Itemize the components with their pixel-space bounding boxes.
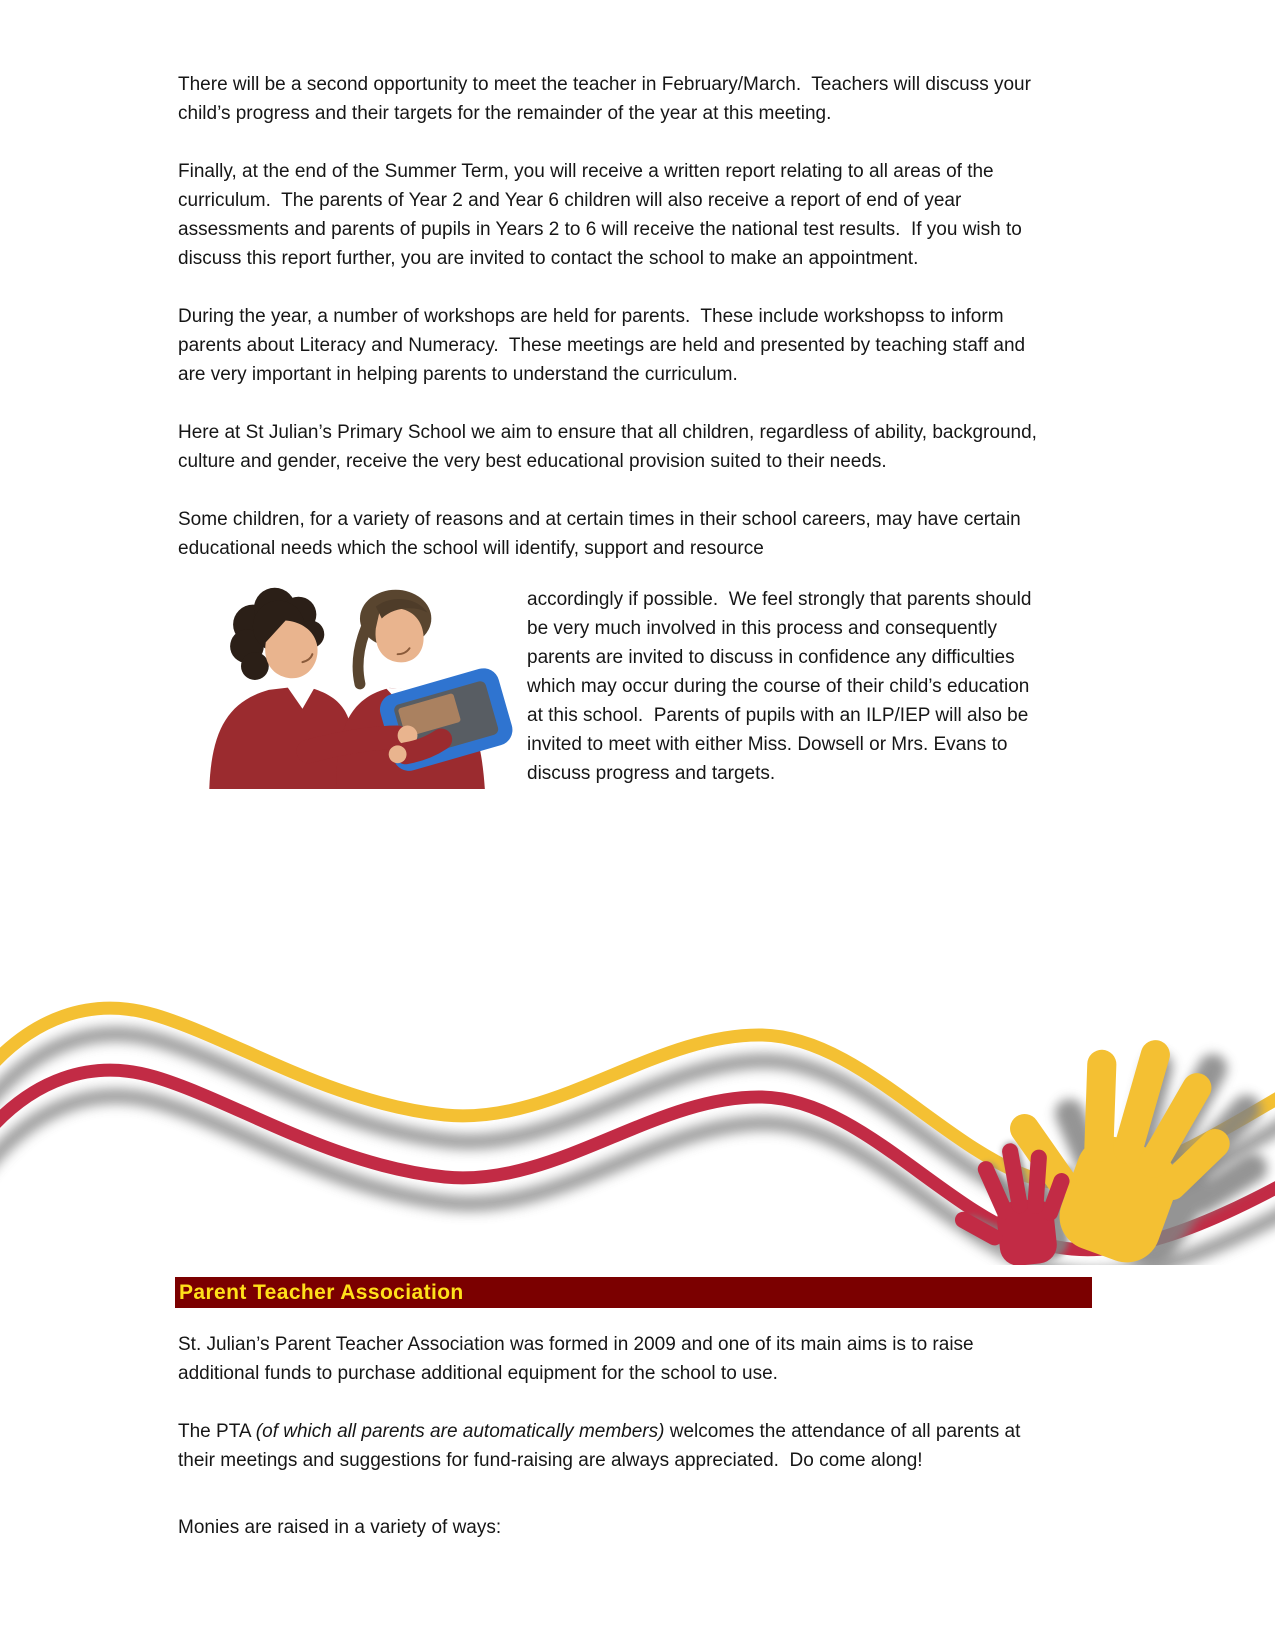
- main-text-column: [178, 70, 1044, 789]
- paragraph-meet-teacher: There will be a second opportunity to meet the teacher in February/March. Teachers will discuss your child’s progress and their targets for the remainder of the year at this meeting.: [178, 74, 1037, 124]
- pta-welcome-italic: (of which all parents are automatically members): [255, 1421, 665, 1442]
- children-photo: [190, 563, 520, 789]
- children-photo-box: [178, 563, 527, 789]
- paragraph-pta-welcome: [178, 1417, 1044, 1475]
- paragraph-special-needs-intro: Some children, for a variety of reasons and at certain times in their school careers, may have certain educational needs which the school will identify, support and resource: [178, 509, 1027, 559]
- boy-figure: [209, 588, 356, 789]
- paragraph-written-report: Finally, at the end of the Summer Term, you will receive a written report relating to all areas of the curriculum. The parents of Year 2 and Year 6 children will also receive a report of end of year assessments and parents of pupils in Years 2 to 6 will receive the national test results. If you wish to discuss this report further, you are invited to contact the school to make an appointment.: [178, 161, 1028, 269]
- paragraph-school-aims: Here at St Julian’s Primary School we aim to ensure that all children, regardless of ability, background, culture and gender, receive the very best educational provision suited to their needs.: [178, 422, 1043, 472]
- wave-decoration: [0, 935, 1275, 1265]
- paragraph-special-needs-wrapped: accordingly if possible. We feel strongly that parents should be very much involved in this process and consequently parents are invited to discuss in confidence any difficulties which may occur during the course of their child’s education at this school. Parents of pupils with an ILP/IEP will also be invited to meet with either Miss. Dowsell or Mrs. Evans to discuss progress and targets.: [527, 589, 1037, 784]
- pta-section-banner: [175, 1277, 1092, 1308]
- paragraph-workshops: During the year, a number of workshops are held for parents. These include workshopss to inform parents about Literacy and Numeracy. These meetings are held and presented by teaching staff and are very important in helping parents to understand the curriculum.: [178, 306, 1031, 385]
- girl-hand: [389, 745, 407, 763]
- pta-welcome-post: welcomes the attendance of all parents at their meetings and suggestions for fund-raising are always appreciated. Do come along!: [178, 1421, 1026, 1471]
- boy-arm: [308, 737, 397, 751]
- girl-arm: [406, 739, 442, 753]
- pta-text-column: [178, 1330, 1044, 1571]
- image-and-text-row: [178, 563, 1044, 789]
- pta-welcome-pre: The PTA: [178, 1421, 256, 1442]
- pta-banner-label: Parent Teacher Association: [179, 1281, 464, 1304]
- paragraph-pta-formed: St. Julian’s Parent Teacher Association was formed in 2009 and one of its main aims is to raise additional funds to purchase additional equipment for the school to use.: [178, 1334, 979, 1384]
- paragraph-monies-raised: Monies are raised in a variety of ways:: [178, 1517, 502, 1538]
